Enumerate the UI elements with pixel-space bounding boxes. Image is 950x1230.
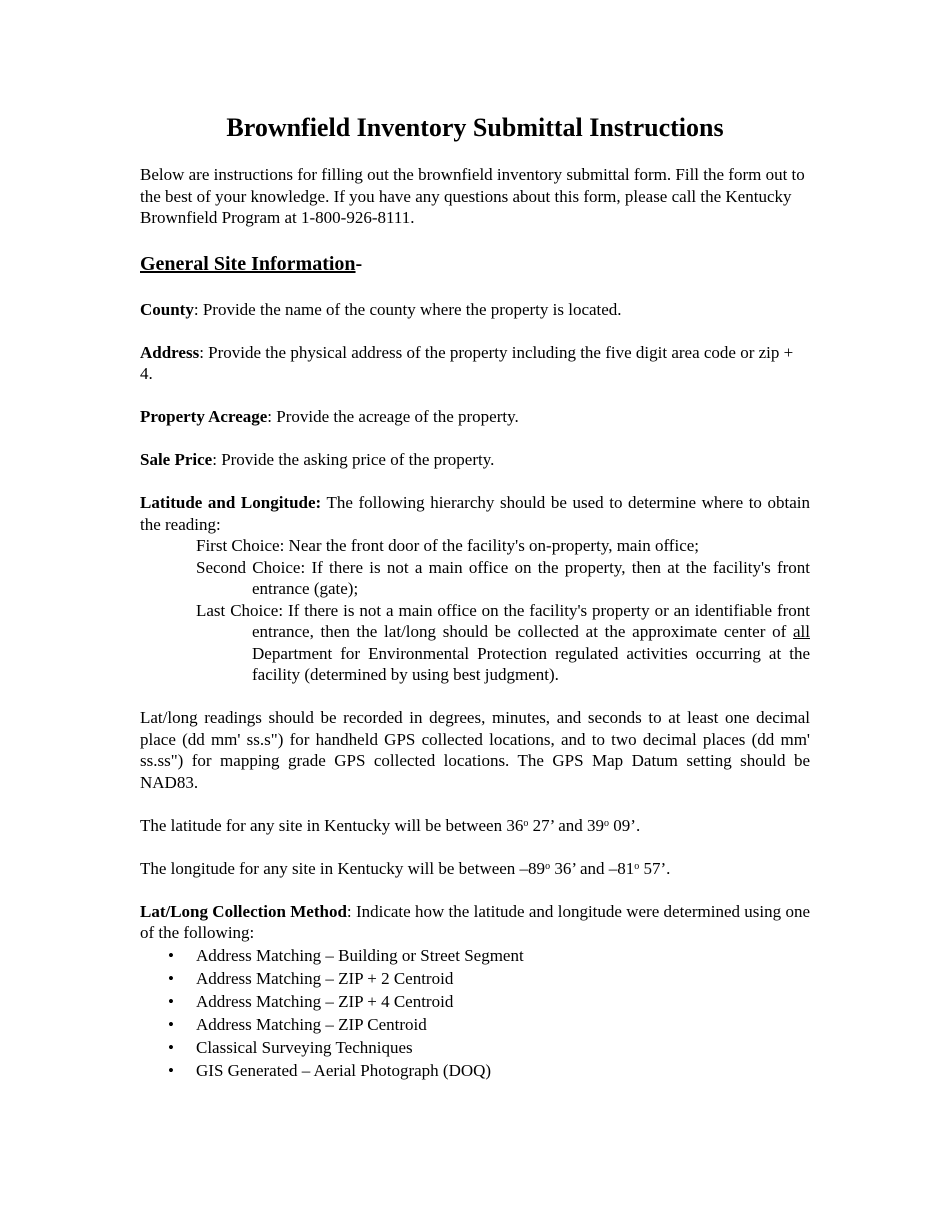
latlong-text: The following hierarchy should be used to determine where to obtain the reading:: [140, 493, 811, 534]
address-label: Address: [140, 342, 200, 362]
bullet-icon: •: [168, 1060, 174, 1080]
list-item-text: Address Matching – ZIP Centroid: [196, 1014, 427, 1034]
latitude-range: [140, 815, 810, 837]
sale-price-label: Sale Price: [140, 450, 213, 469]
latlong-choices: [196, 535, 810, 686]
collection-method-instruction: [140, 901, 810, 944]
latitude-range-prefix: The latitude for any site in Kentucky will be between 36: [140, 815, 524, 835]
section-heading-text: General Site Information: [140, 252, 356, 275]
longitude-range-prefix: The longitude for any site in Kentucky will be between –89: [140, 858, 546, 878]
last-choice-underlined: all: [793, 622, 810, 641]
list-item: [168, 944, 810, 967]
acreage-label: Property Acreage: [140, 407, 268, 426]
list-item: [168, 1059, 810, 1082]
acreage-instruction: [140, 406, 810, 428]
degree-mark: o: [545, 860, 551, 872]
longitude-range-middle: 36’ and –81: [550, 858, 635, 878]
degree-mark: o: [604, 817, 610, 829]
degree-mark: o: [634, 860, 640, 872]
page-title: Brownfield Inventory Submittal Instructions: [226, 113, 724, 142]
address-instruction: [140, 342, 810, 385]
collection-method-text: : Indicate how the latitude and longitude were determined using one of the following:: [140, 901, 810, 942]
list-item-text: Classical Surveying Techniques: [196, 1037, 413, 1057]
sale-price-text: : Provide the asking price of the property.: [212, 450, 495, 469]
last-choice-text-b: Department for Environmental Protection regulated activities occurring at the facility (determined by using best judgment).: [252, 643, 810, 684]
county-instruction: [140, 299, 810, 321]
longitude-range-suffix: 57’.: [639, 858, 671, 878]
list-item-text: Address Matching – ZIP + 4 Centroid: [196, 991, 454, 1011]
list-item-text: GIS Generated – Aerial Photograph (DOQ): [196, 1060, 492, 1080]
latlong-label: Latitude and Longitude:: [140, 493, 322, 512]
bullet-icon: •: [168, 968, 174, 988]
last-choice: [196, 600, 810, 686]
latitude-range-suffix: 09’.: [609, 815, 641, 835]
list-item: [168, 990, 810, 1013]
collection-method-list: [140, 944, 810, 1082]
latitude-range-middle: 27’ and 39: [528, 815, 605, 835]
bullet-icon: •: [168, 1014, 174, 1034]
list-item: [168, 1036, 810, 1059]
second-choice: Second Choice: If there is not a main office on the property, then at the facility's front entrance (gate);: [196, 557, 810, 598]
sale-price-instruction: [140, 449, 810, 471]
county-label: County: [140, 299, 194, 319]
document-body: [140, 164, 810, 1082]
bullet-icon: •: [168, 945, 174, 965]
bullet-icon: •: [168, 991, 174, 1011]
list-item: [168, 1013, 810, 1036]
first-choice: First Choice: Near the front door of the facility's on-property, main office;: [196, 536, 700, 555]
collection-method-label: Lat/Long Collection Method: [140, 901, 347, 921]
list-item: [168, 967, 810, 990]
intro-paragraph: Below are instructions for filling out the brownfield inventory submittal form. Fill the form out to the best of your knowledge. If you have any questions about this form, please call the Kentucky Brownfield Program at 1-800-926-8111.: [140, 165, 805, 227]
list-item-text: Address Matching – ZIP + 2 Centroid: [196, 968, 454, 988]
degree-mark: o: [523, 817, 529, 829]
acreage-text: : Provide the acreage of the property.: [267, 407, 519, 426]
section-heading: [140, 251, 810, 277]
address-text: : Provide the physical address of the property including the five digit area code or zip + 4.: [140, 342, 794, 383]
section-heading-suffix: -: [355, 252, 363, 275]
latlong-instruction: [140, 492, 810, 535]
last-choice-text-a: Last Choice: If there is not a main office on the facility's property or an identifiable front entrance, then the lat/long should be collected at the approximate center of: [196, 600, 810, 641]
bullet-icon: •: [168, 1037, 174, 1057]
list-item-text: Address Matching – Building or Street Segment: [196, 945, 524, 965]
county-text: : Provide the name of the county where the property is located.: [193, 299, 622, 319]
readings-paragraph: Lat/long readings should be recorded in degrees, minutes, and seconds to at least one decimal place (dd mm' ss.s") for handheld GPS collected locations, and to two decimal places (dd mm' ss.ss") for mapping grade GPS collected locations. The GPS Map Datum setting should be NAD83.: [140, 708, 810, 792]
longitude-range: [140, 858, 810, 880]
